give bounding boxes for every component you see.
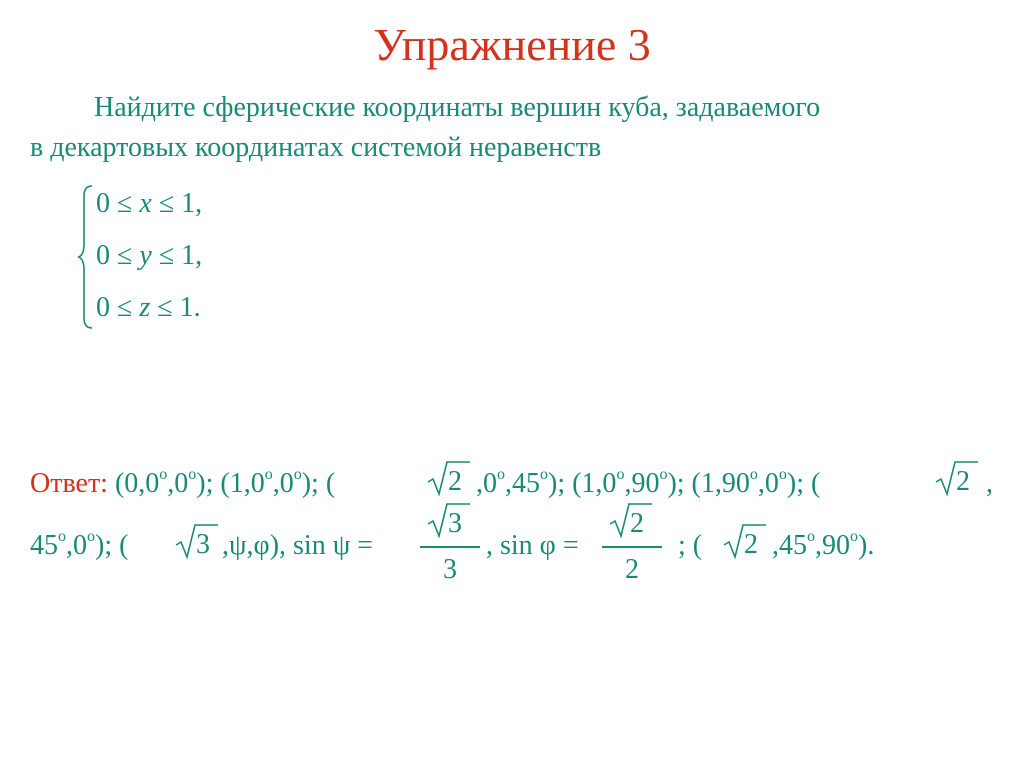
answer-line-1-comma: , — [986, 468, 993, 499]
sqrt-2-a: 2 — [426, 458, 470, 498]
sqrt-2-c: 2 — [608, 500, 652, 540]
problem-statement — [30, 88, 990, 168]
answer-label: Ответ: — [30, 468, 108, 499]
problem-line-2: в декартовых координатах системой неравенств — [30, 132, 602, 163]
sqrt-2-b: 2 — [934, 458, 978, 498]
inequality-y: 0 ≤ y ≤ 1, — [96, 240, 203, 271]
denominator-2: 2 — [625, 554, 639, 585]
inequality-system — [76, 182, 276, 332]
answer-line-1-part-2: ,0$^o$,45$^o$); (1,0$^o$,90$^o$); (1,90$^o$,0$^o$); ( — [476, 465, 821, 499]
answer-line-1-part-1: Ответ: (0,0$^o$,0$^o$); (1,0$^o$,0$^o$); ( — [30, 465, 336, 499]
answer-line-2-part-4: ; ( — [678, 530, 703, 561]
sqrt-3-a: 3 — [174, 521, 218, 561]
answer-line-2-part-3: , sin φ = — [486, 530, 579, 561]
inequality-x: 0 ≤ x ≤ 1, — [96, 188, 203, 219]
sqrt-3-b: 3 — [426, 500, 470, 540]
inequality-z: 0 ≤ z ≤ 1. — [96, 292, 201, 323]
curly-brace — [76, 182, 96, 332]
answer-line-2-part-5: ,45$^o$,90$^o$). — [772, 527, 875, 561]
answer-line-2-part-1: 45$^o$,0$^o$); ( — [30, 527, 129, 561]
answer-line-2-part-2: ,ψ,φ), sin ψ = — [222, 530, 374, 561]
denominator-3: 3 — [443, 554, 457, 585]
sqrt-2-d: 2 — [722, 521, 766, 561]
problem-line-1: Найдите сферические координаты вершин куба, задаваемого — [94, 92, 821, 123]
slide-title: Упражнение 3 — [373, 19, 651, 70]
